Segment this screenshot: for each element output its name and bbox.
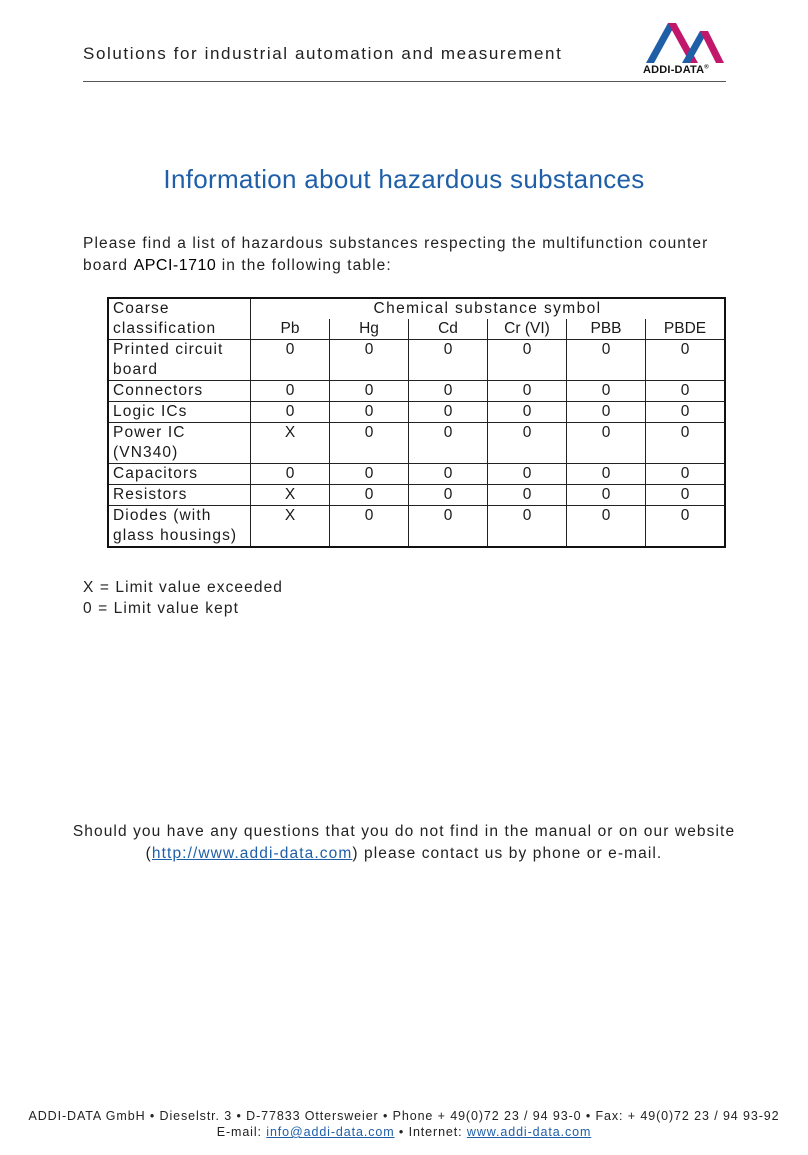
row-classification: Capacitors [108, 464, 251, 485]
symbol-header-cell: Pb [251, 319, 330, 340]
table-cell: 0 [409, 340, 488, 381]
table-cell: 0 [251, 381, 330, 402]
board-model: APCI-1710 [133, 257, 217, 274]
table-cell: 0 [488, 423, 567, 464]
table-cell: 0 [330, 423, 409, 464]
table-cell: 0 [330, 340, 409, 381]
footer [0, 1108, 808, 1140]
table-cell: 0 [646, 485, 726, 506]
table-cell: 0 [567, 423, 646, 464]
table-cell: 0 [567, 464, 646, 485]
legend [83, 577, 283, 619]
table-cell: 0 [646, 506, 726, 548]
table-cell: X [251, 506, 330, 548]
table-cell: 0 [488, 485, 567, 506]
header-tagline: Solutions for industrial automation and measurement [83, 44, 563, 63]
table-cell: 0 [567, 485, 646, 506]
row-classification: Power IC (VN340) [108, 423, 251, 464]
contact-line-2: (http://www.addi-data.com) please contact us by phone or e-mail. [145, 845, 663, 862]
table-cell: 0 [409, 423, 488, 464]
table-cell: 0 [488, 506, 567, 548]
table-cell: 0 [409, 506, 488, 548]
table-cell: 0 [330, 485, 409, 506]
table-row [108, 485, 725, 506]
row-classification: Printed circuit board [108, 340, 251, 381]
table-cell: 0 [567, 381, 646, 402]
table-cell: 0 [251, 402, 330, 423]
symbol-header-cell: Hg [330, 319, 409, 340]
hazardous-substances-table [107, 297, 726, 548]
table-row [108, 506, 725, 548]
table-cell: 0 [488, 340, 567, 381]
table-cell: 0 [330, 402, 409, 423]
table-cell: 0 [567, 340, 646, 381]
table-row [108, 423, 725, 464]
row-classification: Diodes (with glass housings) [108, 506, 251, 548]
footer-email-link[interactable]: info@addi-data.com [266, 1125, 395, 1139]
row-classification: Connectors [108, 381, 251, 402]
table-cell: 0 [488, 402, 567, 423]
table-row [108, 340, 725, 381]
symbol-header-cell: Cd [409, 319, 488, 340]
logo-magenta-stroke-2 [700, 31, 724, 63]
logo-text: ADDI-DATA® [643, 64, 709, 76]
table-cell: 0 [646, 423, 726, 464]
chemical-symbol-header: Chemical substance symbol [251, 298, 726, 319]
table-cell: 0 [567, 506, 646, 548]
table-cell: 0 [409, 485, 488, 506]
row-classification: Logic ICs [108, 402, 251, 423]
table-cell: X [251, 485, 330, 506]
table-row [108, 381, 725, 402]
table-cell: 0 [646, 381, 726, 402]
footer-website-link[interactable]: www.addi-data.com [466, 1125, 592, 1139]
header-divider [83, 81, 726, 82]
symbol-header-cell: PBB [567, 319, 646, 340]
legend-x: X = Limit value exceeded [83, 579, 284, 596]
legend-zero: 0 = Limit value kept [83, 600, 239, 617]
intro-paragraph: Please find a list of hazardous substances respecting the multifunction counter board APCI-1710 in the following table: [83, 235, 709, 274]
table-cell: 0 [251, 340, 330, 381]
table-cell: 0 [646, 464, 726, 485]
table-cell: 0 [251, 464, 330, 485]
table-header-row [108, 298, 725, 319]
table-cell: 0 [567, 402, 646, 423]
table-cell: 0 [330, 381, 409, 402]
table-cell: 0 [409, 381, 488, 402]
page-title: Information about hazardous substances [163, 164, 645, 194]
footer-address: ADDI-DATA GmbH • Dieselstr. 3 • D-77833 Ottersweier • Phone + 49(0)72 23 / 94 93-0 • Fax: + 49(0)72 23 / 94 93-92 [28, 1109, 780, 1123]
table-cell: 0 [409, 402, 488, 423]
table-row [108, 402, 725, 423]
contact-note [0, 821, 808, 865]
symbol-header-cell: PBDE [646, 319, 726, 340]
table-cell: X [251, 423, 330, 464]
table-cell: 0 [646, 402, 726, 423]
table-cell: 0 [488, 381, 567, 402]
table-cell: 0 [330, 506, 409, 548]
row-classification: Resistors [108, 485, 251, 506]
contact-line-1: Should you have any questions that you do not find in the manual or on our website [72, 823, 736, 840]
coarse-classification-header: Coarse classification [108, 298, 251, 340]
table-row [108, 464, 725, 485]
table-cell: 0 [488, 464, 567, 485]
footer-contact: E-mail: info@addi-data.com • Internet: www.addi-data.com [216, 1125, 592, 1139]
table-cell: 0 [330, 464, 409, 485]
website-link[interactable]: http://www.addi-data.com [151, 845, 353, 862]
symbol-header-cell: Cr (VI) [488, 319, 567, 340]
table-cell: 0 [409, 464, 488, 485]
table-cell: 0 [646, 340, 726, 381]
